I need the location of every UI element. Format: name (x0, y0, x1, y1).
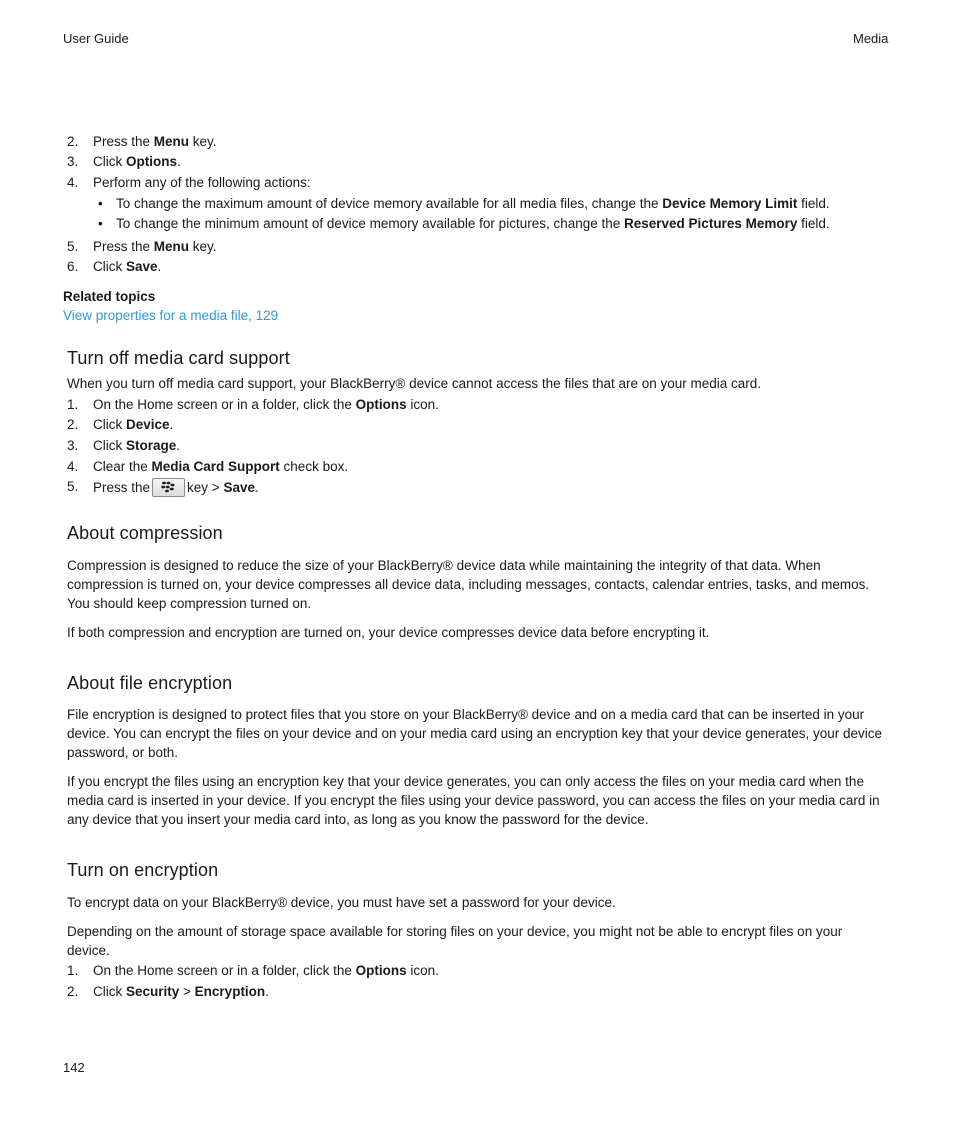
bullet-icon: • (98, 216, 103, 231)
related-topics-heading: Related topics (63, 289, 156, 304)
file-encryption-paragraph-2: If you encrypt the files using an encryption key that your device generates, you can only access the files on your media card when the media card is inserted in your device. If you encrypt the files using your device password, you can access the files on your media card in any device that you insert your media card into, as long as you know the password for the device. (67, 774, 880, 827)
compression-paragraph-2: If both compression and encryption are turned on, your device compresses device data before encrypting it. (67, 625, 710, 640)
section-title-file-encryption: About file encryption (67, 673, 233, 693)
header-guide-title: User Guide (63, 31, 129, 46)
section-intro: When you turn off media card support, your BlackBerry® device cannot access the files that are on your media card. (67, 376, 762, 391)
related-topic-link[interactable]: View properties for a media file, 129 (63, 308, 279, 323)
turn-on-paragraph-1: To encrypt data on your BlackBerry® device, you must have set a password for your device. (67, 895, 616, 910)
section-title-turn-on-encryption: Turn on encryption (67, 860, 219, 880)
compression-paragraph-1: Compression is designed to reduce the size of your BlackBerry® device data while maintaining the integrity of that data. When compression is turned on, your device compresses all device data, including messages, contacts, calendar entries, tasks, and memos. You should keep compression turned on. (67, 558, 870, 611)
blackberry-menu-key-icon (152, 478, 185, 497)
section-title-media-card: Turn off media card support (67, 348, 290, 368)
file-encryption-paragraph-1: File encryption is designed to protect files that you store on your BlackBerry® device and on a media card that can be inserted in your device. You can encrypt the files on your device and on your media card using an encryption key that your device generates, your device password, or both. (67, 707, 882, 760)
header-section-title: Media (853, 31, 889, 46)
page-number: 142 (63, 1060, 85, 1075)
turn-on-paragraph-2: Depending on the amount of storage space available for storing files on your device, you might not be able to encrypt files on your device. (67, 924, 843, 958)
section-title-compression: About compression (67, 523, 223, 543)
bullet-icon: • (98, 196, 103, 211)
